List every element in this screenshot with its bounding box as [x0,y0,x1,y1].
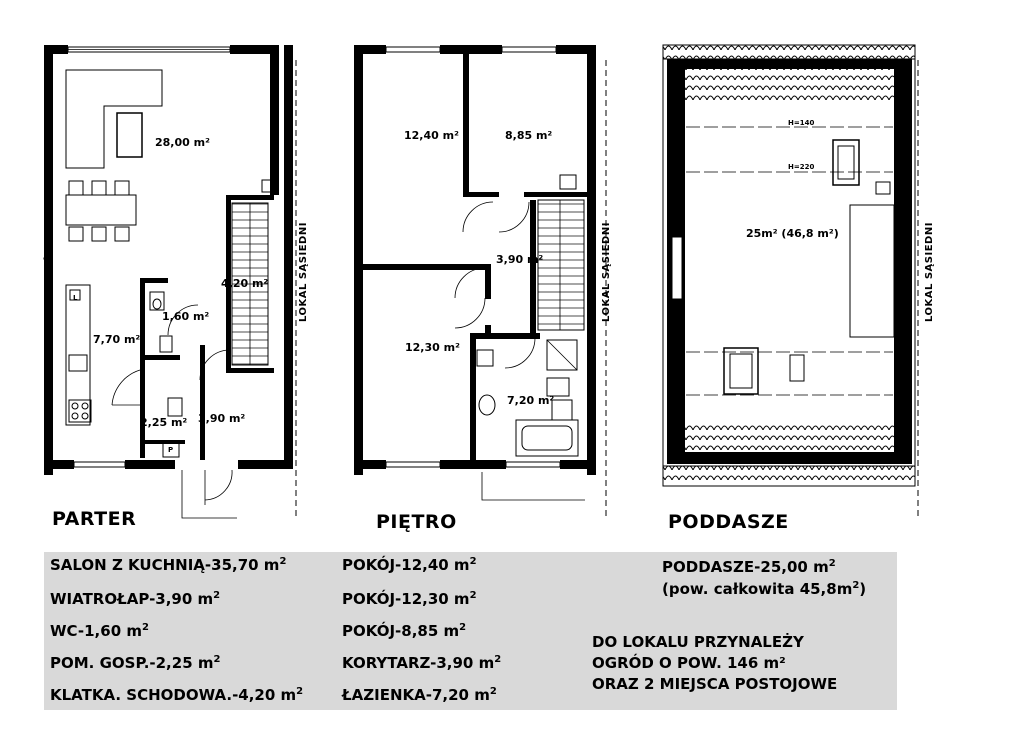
pietro-side-label: LOKAL SĄSIEDNI [601,222,612,322]
room-wc-area: 1,60 m² [162,310,210,323]
poddasze-title: PODDASZE [668,511,789,533]
room-korytarz-area: 3,90 m² [496,253,544,266]
parter-title: PARTER [52,508,137,530]
room-gosp-area: 2,25 m² [140,416,188,429]
summary-line: ŁAZIENKA-7,20 $m^2$ [342,686,497,704]
room-lazienka-area: 7,20 m² [507,394,555,407]
pietro-title: PIĘTRO [376,511,457,533]
utility-label-p: P [168,446,174,454]
room-pokoj3-area: 8,85 m² [505,129,553,142]
area-summary-table [44,552,897,710]
summary-line: POKÓJ-12,30 $m^2$ [342,590,477,608]
summary-line: POM. GOSP.-2,25 $m^2$ [50,654,221,672]
room-salon-area: 28,00 m² [155,136,210,149]
h140-label: H=140 [788,119,815,127]
note-line: ORAZ 2 MIEJSCA POSTOJOWE [592,675,838,693]
poddasze-area: 25m² (46,8 m²) [746,227,839,240]
summary-line: POKÓJ-8,85 $m^2$ [342,622,467,640]
summary-line: KLATKA. SCHODOWA.-4,20 $m^2$ [50,686,304,704]
poddasze-side-label: LOKAL SĄSIEDNI [924,222,935,322]
summary-line: PODDASZE-25,00 $m^2$ [662,558,836,576]
pietro-plan [354,45,606,520]
summary-line: KORYTARZ-3,90 $m^2$ [342,654,502,672]
room-klatka-area: 4,20 m² [221,277,269,290]
summary-line: POKÓJ-12,40 $m^2$ [342,556,477,574]
room-kuchnia-area: 7,70 m² [93,333,141,346]
poddasze-plan [663,45,918,520]
summary-line: SALON Z KUCHNIĄ-35,70 $m^2$ [50,556,287,574]
room-pokoj1-area: 12,40 m² [404,129,459,142]
h220-label: H=220 [788,163,815,171]
note-line: DO LOKALU PRZYNALEŻY [592,633,804,651]
utility-label-l: L [73,294,78,302]
note-line: OGRÓD O POW. 146 m² [592,654,786,672]
room-wiatrolap-area: 3,90 m² [198,412,246,425]
parter-side-label: LOKAL SĄSIEDNI [298,222,309,322]
summary-line: (pow. całkowita $45,8m^2$) [662,580,867,598]
summary-line: WC-1,60 $m^2$ [50,622,149,640]
room-pokoj2-area: 12,30 m² [405,341,460,354]
summary-line: WIATROŁAP-3,90 $m^2$ [50,590,221,608]
